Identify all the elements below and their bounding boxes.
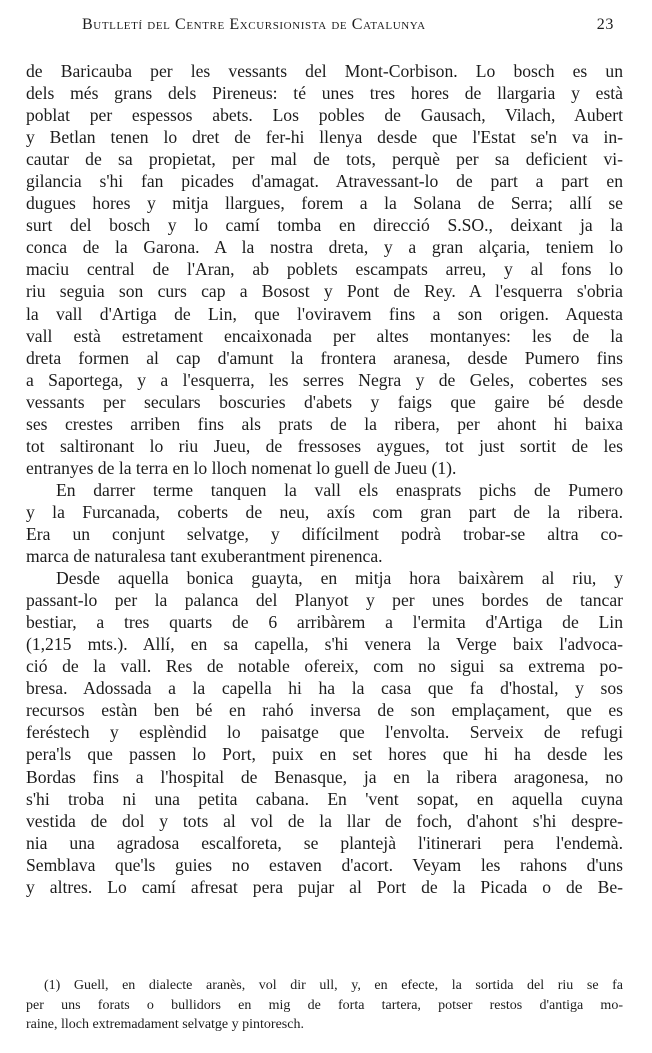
- page-number: 23: [596, 16, 614, 33]
- text-line: y Betlan tenen lo dret de fer-hi llenya desde que l'Estat se'n va in-: [26, 127, 623, 148]
- text-line: Era un conjunt selvatge, y difícilment podrà trobar-se altra co-: [26, 523, 623, 544]
- text-line: maciu central de l'Aran, ab poblets escampats arreu, y al fons lo: [26, 259, 623, 280]
- text-line: passant-lo per la palanca del Planyot y per unes bordes de tancar: [26, 590, 623, 611]
- text-line: pera'ls que passen lo Port, puix en set hores que hi ha desde les: [26, 744, 623, 765]
- text-line: En darrer terme tanquen la vall els enasprats pichs de Pumero: [56, 479, 623, 500]
- text-line: vestida de dol y tots al vol de la llar de foch, d'ahont s'hi despre-: [26, 810, 623, 831]
- footnote-line: (1) Guell, en dialecte aranès, vol dir ull, y, en efecte, la sortida del riu se fa: [44, 978, 623, 993]
- text-line: vall està estretament encaixonada per altes montanyes: les de la: [26, 325, 623, 346]
- text-line: a Saportega, y a l'esquerra, les serres Negra y de Geles, cobertes ses: [26, 369, 623, 390]
- text-line: riu seguia son curs cap a Bosost y Pont de Rey. A l'esquerra s'obria: [26, 281, 623, 302]
- text-line: marca de naturalesa tant exuberantment pirenenca.: [26, 546, 383, 567]
- text-line: la vall d'Artiga de Lin, que l'oviravem fins a son origen. Aquesta: [26, 303, 623, 324]
- text-line: y la Furcanada, coberts de neu, axís com gran part de la ribera.: [26, 501, 623, 522]
- text-line: de Baricauba per les vessants del Mont-Corbison. Lo bosch es un: [26, 61, 623, 81]
- text-line: ses crestes arriben fins als prats de la ribera, per ahont hi baixa: [26, 413, 623, 434]
- text-line: vessants per seculars boscuries d'abets y faigs que gaire bé desde: [26, 391, 623, 412]
- text-line: conca de la Garona. A la nostra dreta, y a gran alçaria, teniem lo: [26, 237, 623, 258]
- text-line: s'hi troba ni una petita cabana. En 'vent sopat, en aquella cuyna: [26, 788, 623, 809]
- text-line: (1,215 mts.). Allí, en sa capella, s'hi venera la Verge baix l'advoca-: [26, 634, 623, 655]
- text-line: recursos estàn ben bé en rahó inversa de son emplaçament, que es: [26, 700, 623, 721]
- footnote-line: per uns forats o bullidors en mig de forta tartera, potser restos d'antiga mo-: [26, 997, 623, 1013]
- text-line: dugues hores y mitja llargues, forem a la Solana de Serra; allí se: [26, 193, 623, 214]
- text-line: entranyes de la terra en lo lloch nomenat lo guell de Jueu (1).: [26, 457, 457, 478]
- text-line: cautar de sa propietat, per mal de tots, perquè per sa deficient vi-: [26, 149, 623, 170]
- text-line: y altres. Lo camí afresat pera pujar al Port de la Picada o de Be-: [26, 876, 623, 897]
- text-line: gilancia s'hi fan picades d'amagat. Atravessant-lo de part a part en: [26, 171, 623, 192]
- text-line: ció de la vall. Res de notable ofereix, com no sigui sa extrema po-: [26, 656, 623, 677]
- running-header: [34, 16, 622, 40]
- journal-title: Butlletí del Centre Excursionista de Catalunya: [82, 16, 426, 33]
- footnote-line: raine, lloch extremadament selvatge y pintoresch.: [26, 1017, 304, 1033]
- text-line: feréstech y esplèndid lo paisatge que l'envolta. Serveix de refugi: [26, 722, 623, 743]
- text-line: surt del bosch y lo camí tomba en direcció S.SO., deixant ja la: [26, 215, 623, 236]
- text-line: tot saltironant lo riu Jueu, de fressoses aygues, tot just sortit de les: [26, 435, 623, 456]
- text-line: poblat per espessos abets. Los pobles de Gausach, Vilach, Aubert: [26, 105, 623, 126]
- text-line: dreta formen al cap d'amunt la frontera aranesa, desde Pumero fins: [26, 347, 623, 368]
- text-line: nia una agradosa escalforeta, se plantejà l'itinerari pera l'endemà.: [26, 832, 623, 853]
- text-line: Bordas fins a l'hospital de Benasque, ja en la ribera aragonesa, no: [26, 766, 623, 787]
- text-line: Desde aquella bonica guayta, en mitja hora baixàrem al riu, y: [56, 568, 623, 589]
- footnotes: [26, 976, 623, 1035]
- text-line: Semblava que'ls guies no estaven d'acort. Veyam les rahons d'uns: [26, 854, 623, 875]
- text-line: bresa. Adossada a la capella hi ha la casa que fa d'hostal, y sos: [26, 678, 623, 699]
- body-text: [26, 60, 623, 898]
- text-line: dels més grans dels Pireneus: té unes tres hores de llargaria y està: [26, 83, 623, 104]
- text-line: bestiar, a tres quarts de 6 arribàrem a l'ermita d'Artiga de Lin: [26, 612, 623, 633]
